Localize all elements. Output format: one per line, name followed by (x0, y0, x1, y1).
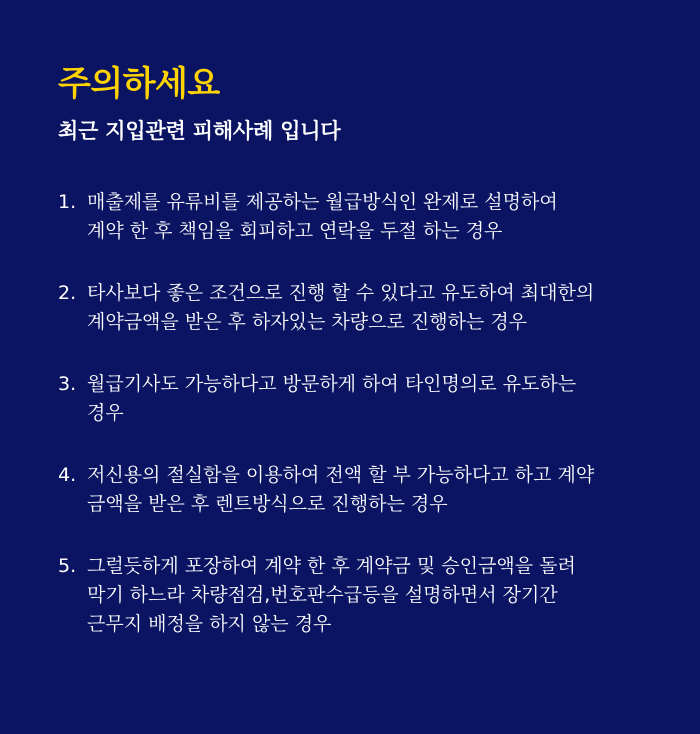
warning-line: 경우 (87, 402, 124, 424)
warning-item-text (87, 279, 594, 337)
warning-item-number: 1. (58, 191, 77, 213)
warning-item-text (87, 461, 594, 519)
warning-item-text (87, 188, 558, 246)
warning-line: 계약금액을 받은 후 하자있는 차량으로 진행하는 경우 (87, 311, 528, 333)
warning-line: 막기 하느라 차량점검,번호판수급등을 설명하면서 장기간 (87, 584, 558, 606)
warning-item-number: 3. (58, 373, 77, 395)
warning-item-5 (58, 552, 668, 639)
warning-line: 저신용의 절실함을 이용하여 전액 할 부 가능하다고 하고 계약 (87, 464, 595, 486)
warning-line: 월급기사도 가능하다고 방문하게 하여 타인명의로 유도하는 (87, 373, 577, 395)
warning-line: 그럴듯하게 포장하여 계약 한 후 계약금 및 승인금액을 돌려 (87, 555, 576, 577)
warning-line: 타사보다 좋은 조건으로 진행 할 수 있다고 유도하여 최대한의 (87, 282, 595, 304)
warning-item-text (87, 370, 576, 428)
warning-item-number: 2. (58, 282, 77, 304)
warning-title: 주의하세요 (58, 64, 220, 104)
warning-list (58, 188, 668, 639)
warning-item-1 (58, 188, 668, 246)
warning-item-4 (58, 461, 668, 519)
warning-item-number: 5. (58, 555, 77, 577)
warning-line: 금액을 받은 후 렌트방식으로 진행하는 경우 (87, 493, 448, 515)
warning-item-number: 4. (58, 464, 77, 486)
warning-line: 매출제를 유류비를 제공하는 월급방식인 완제로 설명하여 (87, 191, 558, 213)
warning-item-2 (58, 279, 668, 337)
warning-line: 계약 한 후 책임을 회피하고 연락을 두절 하는 경우 (87, 220, 503, 242)
warning-item-text (87, 552, 576, 639)
warning-line: 근무지 배정을 하지 않는 경우 (87, 613, 332, 635)
warning-item-3 (58, 370, 668, 428)
warning-subtitle: 최근 지입관련 피해사례 입니다 (58, 119, 341, 143)
